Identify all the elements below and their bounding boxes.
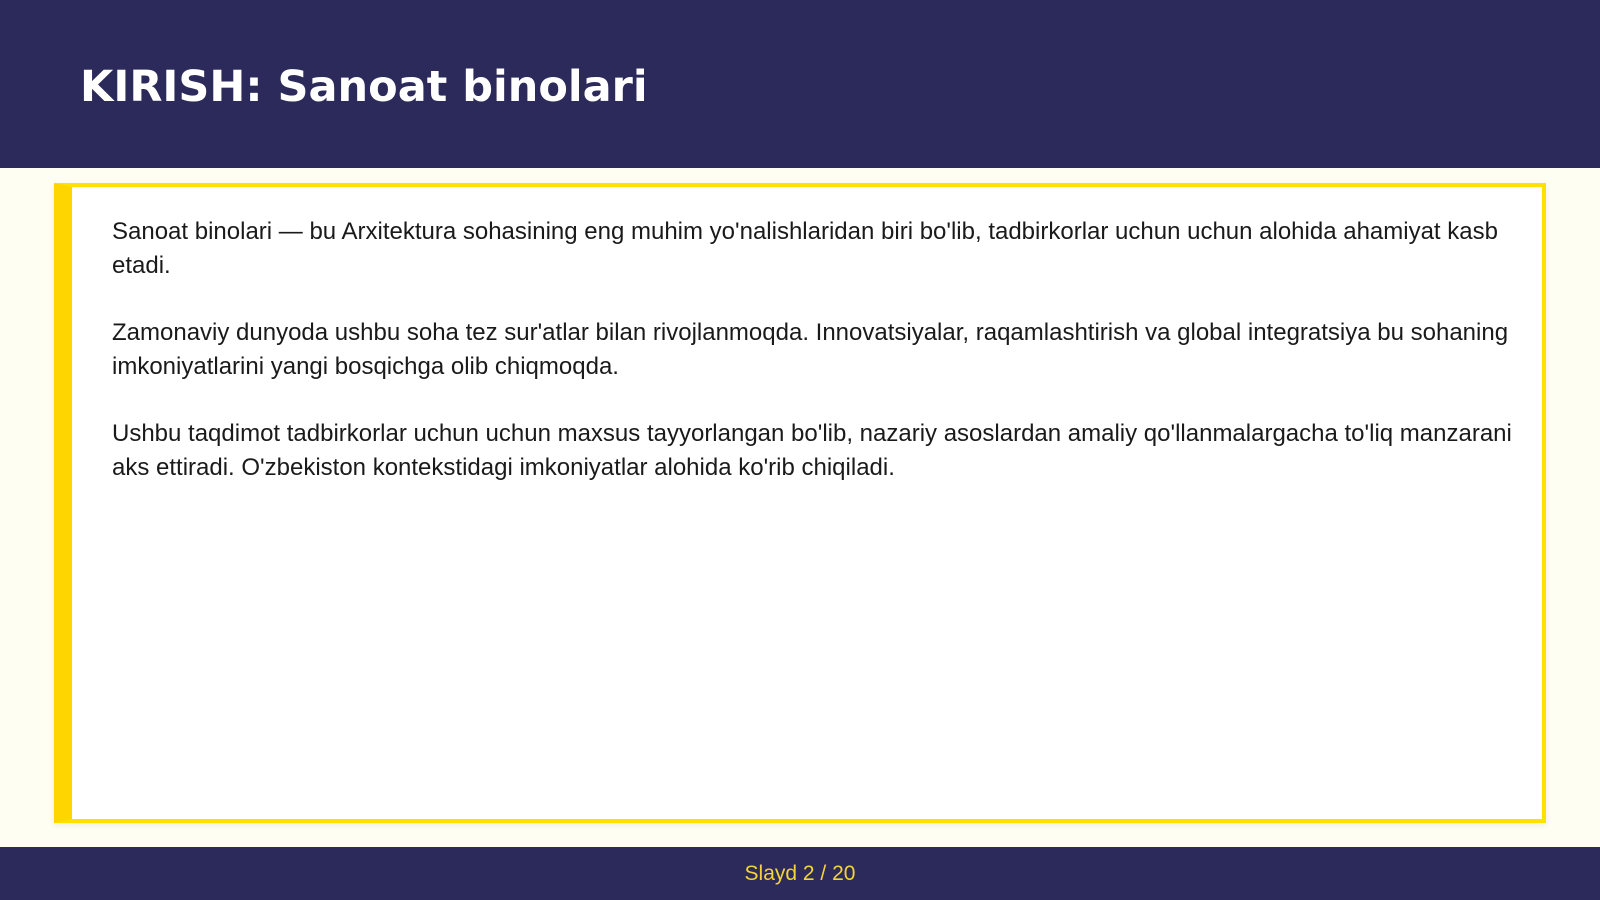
slide-header — [0, 0, 1600, 168]
slide-title: KIRISH: Sanoat binolari — [80, 62, 648, 112]
paragraph-modern-world: Zamonaviy dunyoda ushbu soha tez sur'atlar bilan rivojlanmoqda. Innovatsiyalar, raqamlashtirish va global integratsiya bu sohaning imkoniyatlarini yangi bosqichga olib chiqmoqda. — [112, 319, 1509, 380]
paragraph-presentation-purpose: Ushbu taqdimot tadbirkorlar uchun uchun maxsus tayyorlangan bo'lib, nazariy asoslardan amaliy qo'llanmalargacha to'liq manzarani aks ettiradi. O'zbekiston kontekstidagi imkoniyatlar alohida ko'rib chiqiladi. — [112, 420, 1512, 481]
paragraph-intro: Sanoat binolari — bu Arxitektura sohasining eng muhim yo'nalishlaridan biri bo'lib, tadbirkorlar uchun uchun alohida ahamiyat kasb etadi. — [112, 218, 1498, 279]
slide-counter: Slayd 2 / 20 — [744, 861, 856, 885]
content-panel — [54, 183, 1546, 823]
slide-footer — [0, 847, 1600, 900]
content-text — [112, 215, 1512, 518]
